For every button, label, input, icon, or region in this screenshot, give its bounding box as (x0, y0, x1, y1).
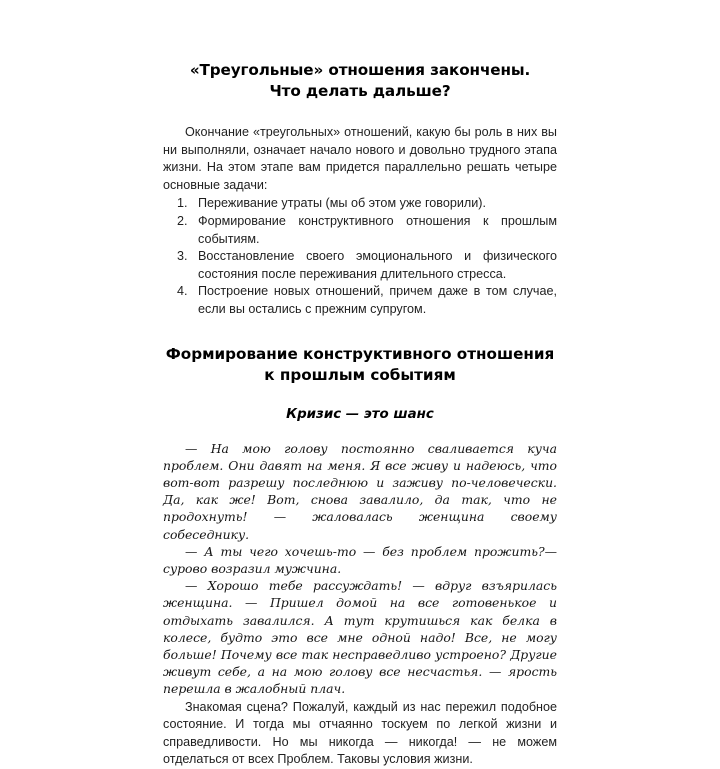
chapter-title-line-1: «Треугольные» отношения закончены. (189, 61, 531, 79)
list-item (163, 248, 557, 283)
list-item-marker: 2. (177, 213, 188, 228)
section-heading-line-1: Формирование конструктивного отношения (165, 344, 555, 363)
closing-paragraph: Знакомая сцена? Пожалуй, каждый из нас пережил подобное состояние. И тогда мы отчаянно тоскуем по легкой жизни и справедливости. Но мы никогда — никогда! — не можем отделаться от всех Проблем. Таковы условия жизни. (163, 699, 557, 767)
list-item (163, 213, 557, 248)
chapter-title (163, 60, 557, 102)
list-item-marker: 1. (177, 196, 188, 211)
list-item-label: Восстановление своего эмоционального и физического состояния после переживания длительного стресса. (198, 249, 557, 281)
list-item (163, 283, 557, 318)
dialogue-paragraph: — На мою голову постоянно сваливается куча проблем. Они давят на меня. Я все живу и надеюсь, что вот-вот разрешу последнюю и заживу по-человечески. Да, как же! Вот, снова завалило, да так, что не продохнуть! — жаловалась женщина своему собеседнику. (163, 440, 557, 542)
sub-heading: Кризис — это шанс (286, 406, 434, 422)
list-item-label: Построение новых отношений, причем даже в том случае, если вы остались с прежним супругом. (198, 284, 557, 316)
section-heading (163, 344, 557, 386)
dialogue-paragraph: — Хорошо тебе рассуждать! — вдруг взъярилась женщина. — Пришел домой на все готовенькое и отдыхать завалился. А тут крутишься как белка в колесе, будто это все мне одной надо! Все, не могу больше! Почему все так несправедливо устроено? Другие живут себе, а на мою голову все несчастья. — ярость перешла в жалобный плач. (163, 578, 557, 697)
list-item (163, 195, 557, 213)
list-item-label: Формирование конструктивного отношения к прошлым событиям. (198, 213, 557, 246)
task-list (163, 195, 557, 318)
list-item-label: Переживание утраты (мы об этом уже говорили). (198, 196, 486, 211)
intro-paragraph: Окончание «треугольных» отношений, какую бы роль в них вы ни выполняли, означает начало нового и довольно трудного этапа жизни. На этом этапе вам придется параллельно решать четыре основные задачи: (163, 125, 557, 192)
list-item-marker: 3. (177, 249, 188, 264)
chapter-title-line-2: Что делать дальше? (269, 82, 451, 100)
section-heading-line-2: к прошлым событиям (264, 365, 456, 384)
dialogue-block (163, 440, 557, 698)
page-content-column (163, 60, 557, 769)
dialogue-paragraph: — А ты чего хочешь-то — без проблем прожить?—сурово возразил мужчина. (163, 543, 557, 576)
list-item-marker: 4. (177, 284, 188, 299)
